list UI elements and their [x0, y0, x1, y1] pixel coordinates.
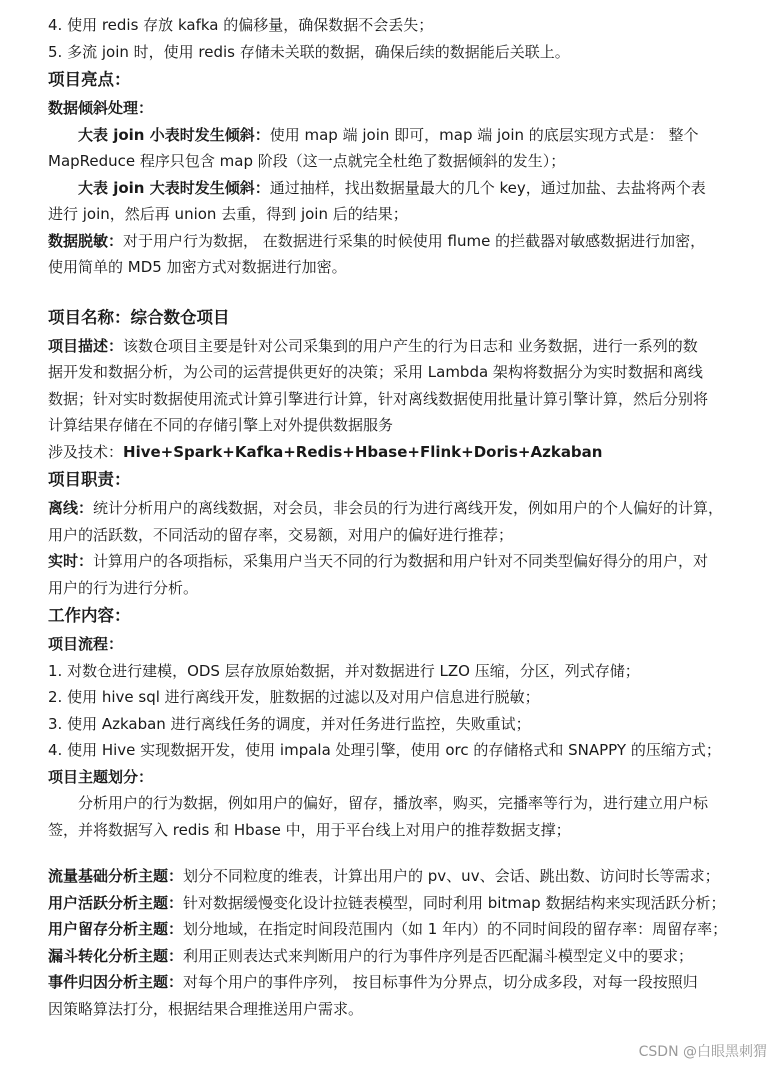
theme-funnel-label: 漏斗转化分析主题： [48, 946, 184, 965]
tech-value: Hive+Spark+Kafka+Redis+Hbase+Flink+Doris+Azkaban [123, 442, 603, 461]
flow-item-1: 1. 对数仓进行建模，ODS 层存放原始数据，并对数据进行 LZO 压缩，分区，列式存储； [48, 661, 640, 680]
work-heading: 工作内容： [48, 606, 131, 625]
theme-heading: 项目主题划分： [48, 767, 154, 786]
theme-retain-line [48, 916, 760, 943]
flow-item-2: 2. 使用 hive sql 进行离线开发，脏数据的过滤以及对用户信息进行脱敏； [48, 688, 540, 706]
list-item-4: 4. 使用 redis 存放 kafka 的偏移量，确保数据不会丢失； [48, 16, 434, 34]
project-desc-line-4: 计算结果存储在不同的存储引擎上对外提供数据服务 [48, 416, 394, 434]
project-desc-line-1 [48, 333, 760, 360]
offline-line-2: 用户的活跃数，不同活动的留存率，交易额，对用户的偏好进行推荐； [48, 525, 514, 544]
project-desc-label: 项目描述： [48, 336, 124, 355]
theme-active-text: 针对数据缓慢变化设计拉链表模型，同时利用 bitmap 数据结构来实现活跃分析； [183, 893, 726, 912]
project-desc-line-2: 据开发和数据分析，为公司的运营提供更好的决策；采用 Lambda 架构将数据分为实时数据和离线 [48, 363, 703, 381]
theme-text-line-2: 签，并将数据写入 redis 和 Hbase 中，用于平台线上对用户的推荐数据支撑； [48, 820, 571, 839]
skew-big-line-2: 进行 join，然后再 union 去重，得到 join 后的结果； [48, 205, 408, 223]
theme-attr-line-1 [48, 969, 760, 996]
section-spacer [48, 281, 760, 303]
project-name-heading: 项目名称：综合数仓项目 [48, 307, 230, 327]
list-item-5: 5. 多流 join 时，使用 redis 存储未关联的数据，确保后续的数据能后关联上。 [48, 42, 570, 61]
theme-flow-text: 划分不同粒度的维表，计算出用户的 pv、uv、会话、跳出数、访问时长等需求； [183, 867, 720, 885]
theme-active-label: 用户活跃分析主题： [48, 893, 184, 912]
skew-small-line-1 [48, 122, 760, 149]
flow-item-4: 4. 使用 Hive 实现数据开发，使用 impala 处理引擎，使用 orc 的存储格式和 SNAPPY 的压缩方式； [48, 741, 721, 759]
theme-attr-text: 对每个用户的事件序列， 按目标事件为分界点，切分成多段，对每一段按照归 [183, 973, 698, 991]
csdn-watermark: CSDN @白眼黑刺猬 [638, 1044, 767, 1060]
skew-heading: 数据倾斜处理： [48, 99, 154, 117]
realtime-line-1 [48, 548, 760, 575]
flow-heading: 项目流程： [48, 635, 124, 653]
skew-small-label: 大表 join 小表时发生倾斜： [78, 125, 270, 144]
duty-heading: 项目职责： [48, 470, 131, 489]
masking-line-1 [48, 228, 760, 255]
project-desc-text: 该数仓项目主要是针对公司采集到的用户产生的行为日志和 业务数据，进行一系列的数 [123, 336, 698, 355]
skew-big-text: 通过抽样，找出数据量最大的几个 key，通过加盐、去盐将两个表 [269, 178, 706, 197]
theme-retain-text: 划分地域，在指定时间段范围内（如 1 年内）的不同时间段的留存率：周留存率； [183, 920, 728, 938]
skew-big-label: 大表 join 大表时发生倾斜： [78, 178, 270, 197]
theme-active-line [48, 890, 760, 917]
theme-flow-label: 流量基础分析主题： [48, 867, 184, 885]
theme-funnel-text: 利用正则表达式来判断用户的行为事件序列是否匹配漏斗模型定义中的要求； [183, 946, 694, 965]
theme-text-line-1: 分析用户的行为数据，例如用户的偏好，留存，播放率，购买，完播率等行为，进行建立用户标 [78, 794, 709, 812]
masking-line-2: 使用简单的 MD5 加密方式对数据进行加密。 [48, 258, 347, 276]
skew-big-line-1 [48, 175, 760, 202]
flow-item-3: 3. 使用 Azkaban 进行离线任务的调度，并对任务进行监控，失败重试； [48, 714, 531, 733]
section-spacer [48, 843, 760, 863]
highlights-heading: 项目亮点： [48, 70, 131, 89]
document-page [48, 12, 760, 1022]
theme-retain-label: 用户留存分析主题： [48, 920, 184, 938]
theme-attr-label: 事件归因分析主题： [48, 973, 184, 991]
realtime-text: 计算用户的各项指标，采集用户当天不同的行为数据和用户针对不同类型偏好得分的用户，对 [93, 552, 709, 570]
project-desc-line-3: 数据；针对实时数据使用流式计算引擎进行计算，针对离线数据使用批量计算引擎计算，然后分别将 [48, 389, 709, 408]
theme-flow-line [48, 863, 760, 890]
skew-small-text: 使用 map 端 join 即可，map 端 join 的底层实现方式是： 整个 [269, 125, 699, 144]
realtime-label: 实时： [48, 552, 94, 570]
tech-label: 涉及技术： [48, 442, 124, 461]
tech-line [48, 439, 760, 466]
masking-label: 数据脱敏： [48, 231, 124, 250]
theme-funnel-line [48, 943, 760, 970]
offline-line-1 [48, 495, 760, 522]
skew-small-line-2: MapReduce 程序只包含 map 阶段（这一点就完全杜绝了数据倾斜的发生）； [48, 152, 566, 170]
offline-label: 离线： [48, 499, 94, 517]
offline-text: 统计分析用户的离线数据，对会员，非会员的行为进行离线开发，例如用户的个人偏好的计算， [93, 499, 724, 517]
realtime-line-2: 用户的行为进行分析。 [48, 578, 199, 597]
theme-attr-line-2: 因策略算法打分，根据结果合理推送用户需求。 [48, 999, 364, 1018]
masking-text: 对于用户行为数据， 在数据进行采集的时候使用 flume 的拦截器对敏感数据进行加密， [123, 231, 706, 250]
